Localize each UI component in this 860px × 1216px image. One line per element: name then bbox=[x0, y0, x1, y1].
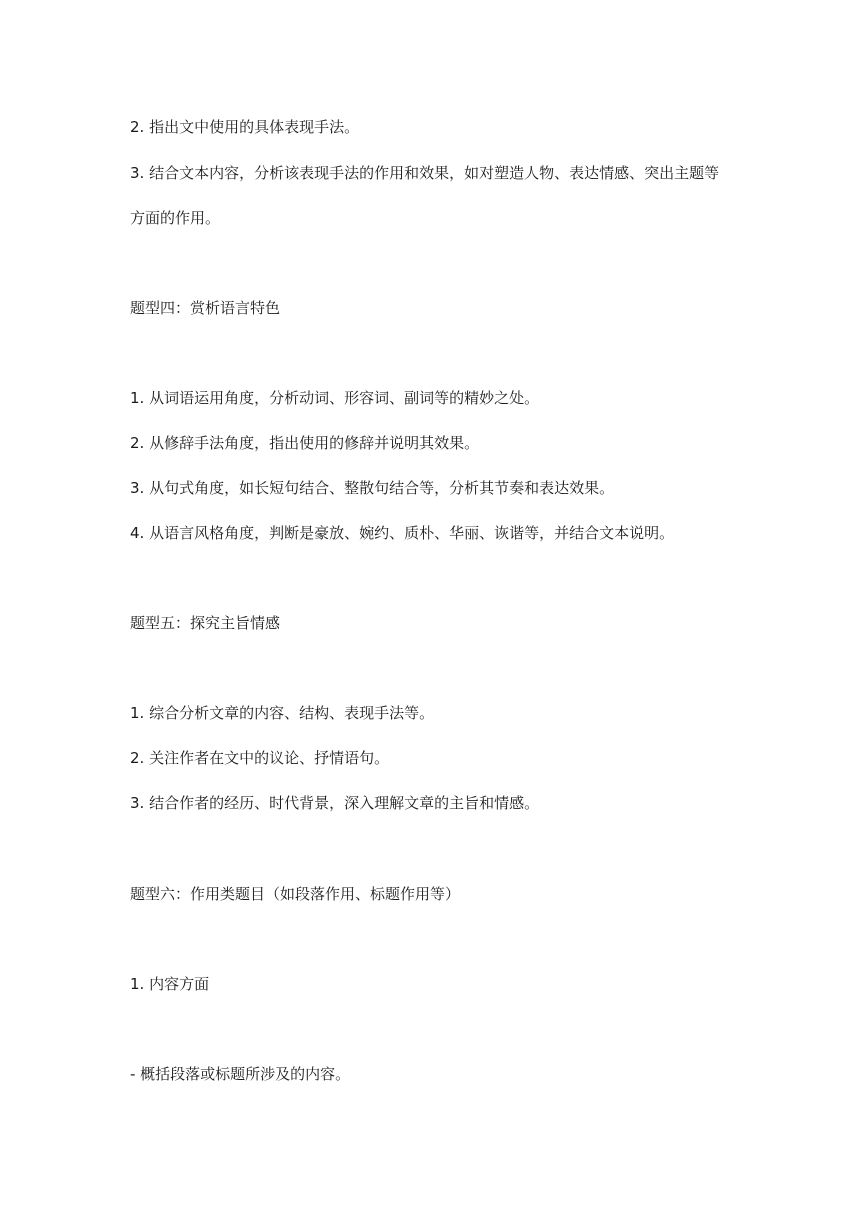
bullet-line: - 概括段落或标题所涉及的内容。 bbox=[130, 1065, 351, 1083]
paragraph-line: 2. 指出文中使用的具体表现手法。 bbox=[130, 118, 360, 136]
paragraph-line: 2. 从修辞手法角度，指出使用的修辞并说明其效果。 bbox=[130, 434, 480, 452]
section-heading: 题型四：赏析语言特色 bbox=[130, 299, 281, 317]
paragraph-line: 3. 结合文本内容，分析该表现手法的作用和效果，如对塑造人物、表达情感、突出主题等 bbox=[130, 164, 720, 182]
paragraph-line: 方面的作用。 bbox=[130, 209, 221, 227]
paragraph-line: 4. 从语言风格角度，判断是豪放、婉约、质朴、华丽、诙谐等，并结合文本说明。 bbox=[130, 524, 675, 542]
paragraph-line: 3. 从句式角度，如长短句结合、整散句结合等，分析其节奏和表达效果。 bbox=[130, 479, 615, 497]
section-heading: 题型六：作用类题目（如段落作用、标题作用等） bbox=[130, 885, 461, 903]
paragraph-line: 1. 综合分析文章的内容、结构、表现手法等。 bbox=[130, 704, 435, 722]
paragraph-line: 1. 内容方面 bbox=[130, 975, 210, 993]
paragraph-line: 2. 关注作者在文中的议论、抒情语句。 bbox=[130, 749, 390, 767]
paragraph-line: 3. 结合作者的经历、时代背景，深入理解文章的主旨和情感。 bbox=[130, 794, 540, 812]
paragraph-line: 1. 从词语运用角度，分析动词、形容词、副词等的精妙之处。 bbox=[130, 389, 540, 407]
section-heading: 题型五：探究主旨情感 bbox=[130, 614, 281, 632]
